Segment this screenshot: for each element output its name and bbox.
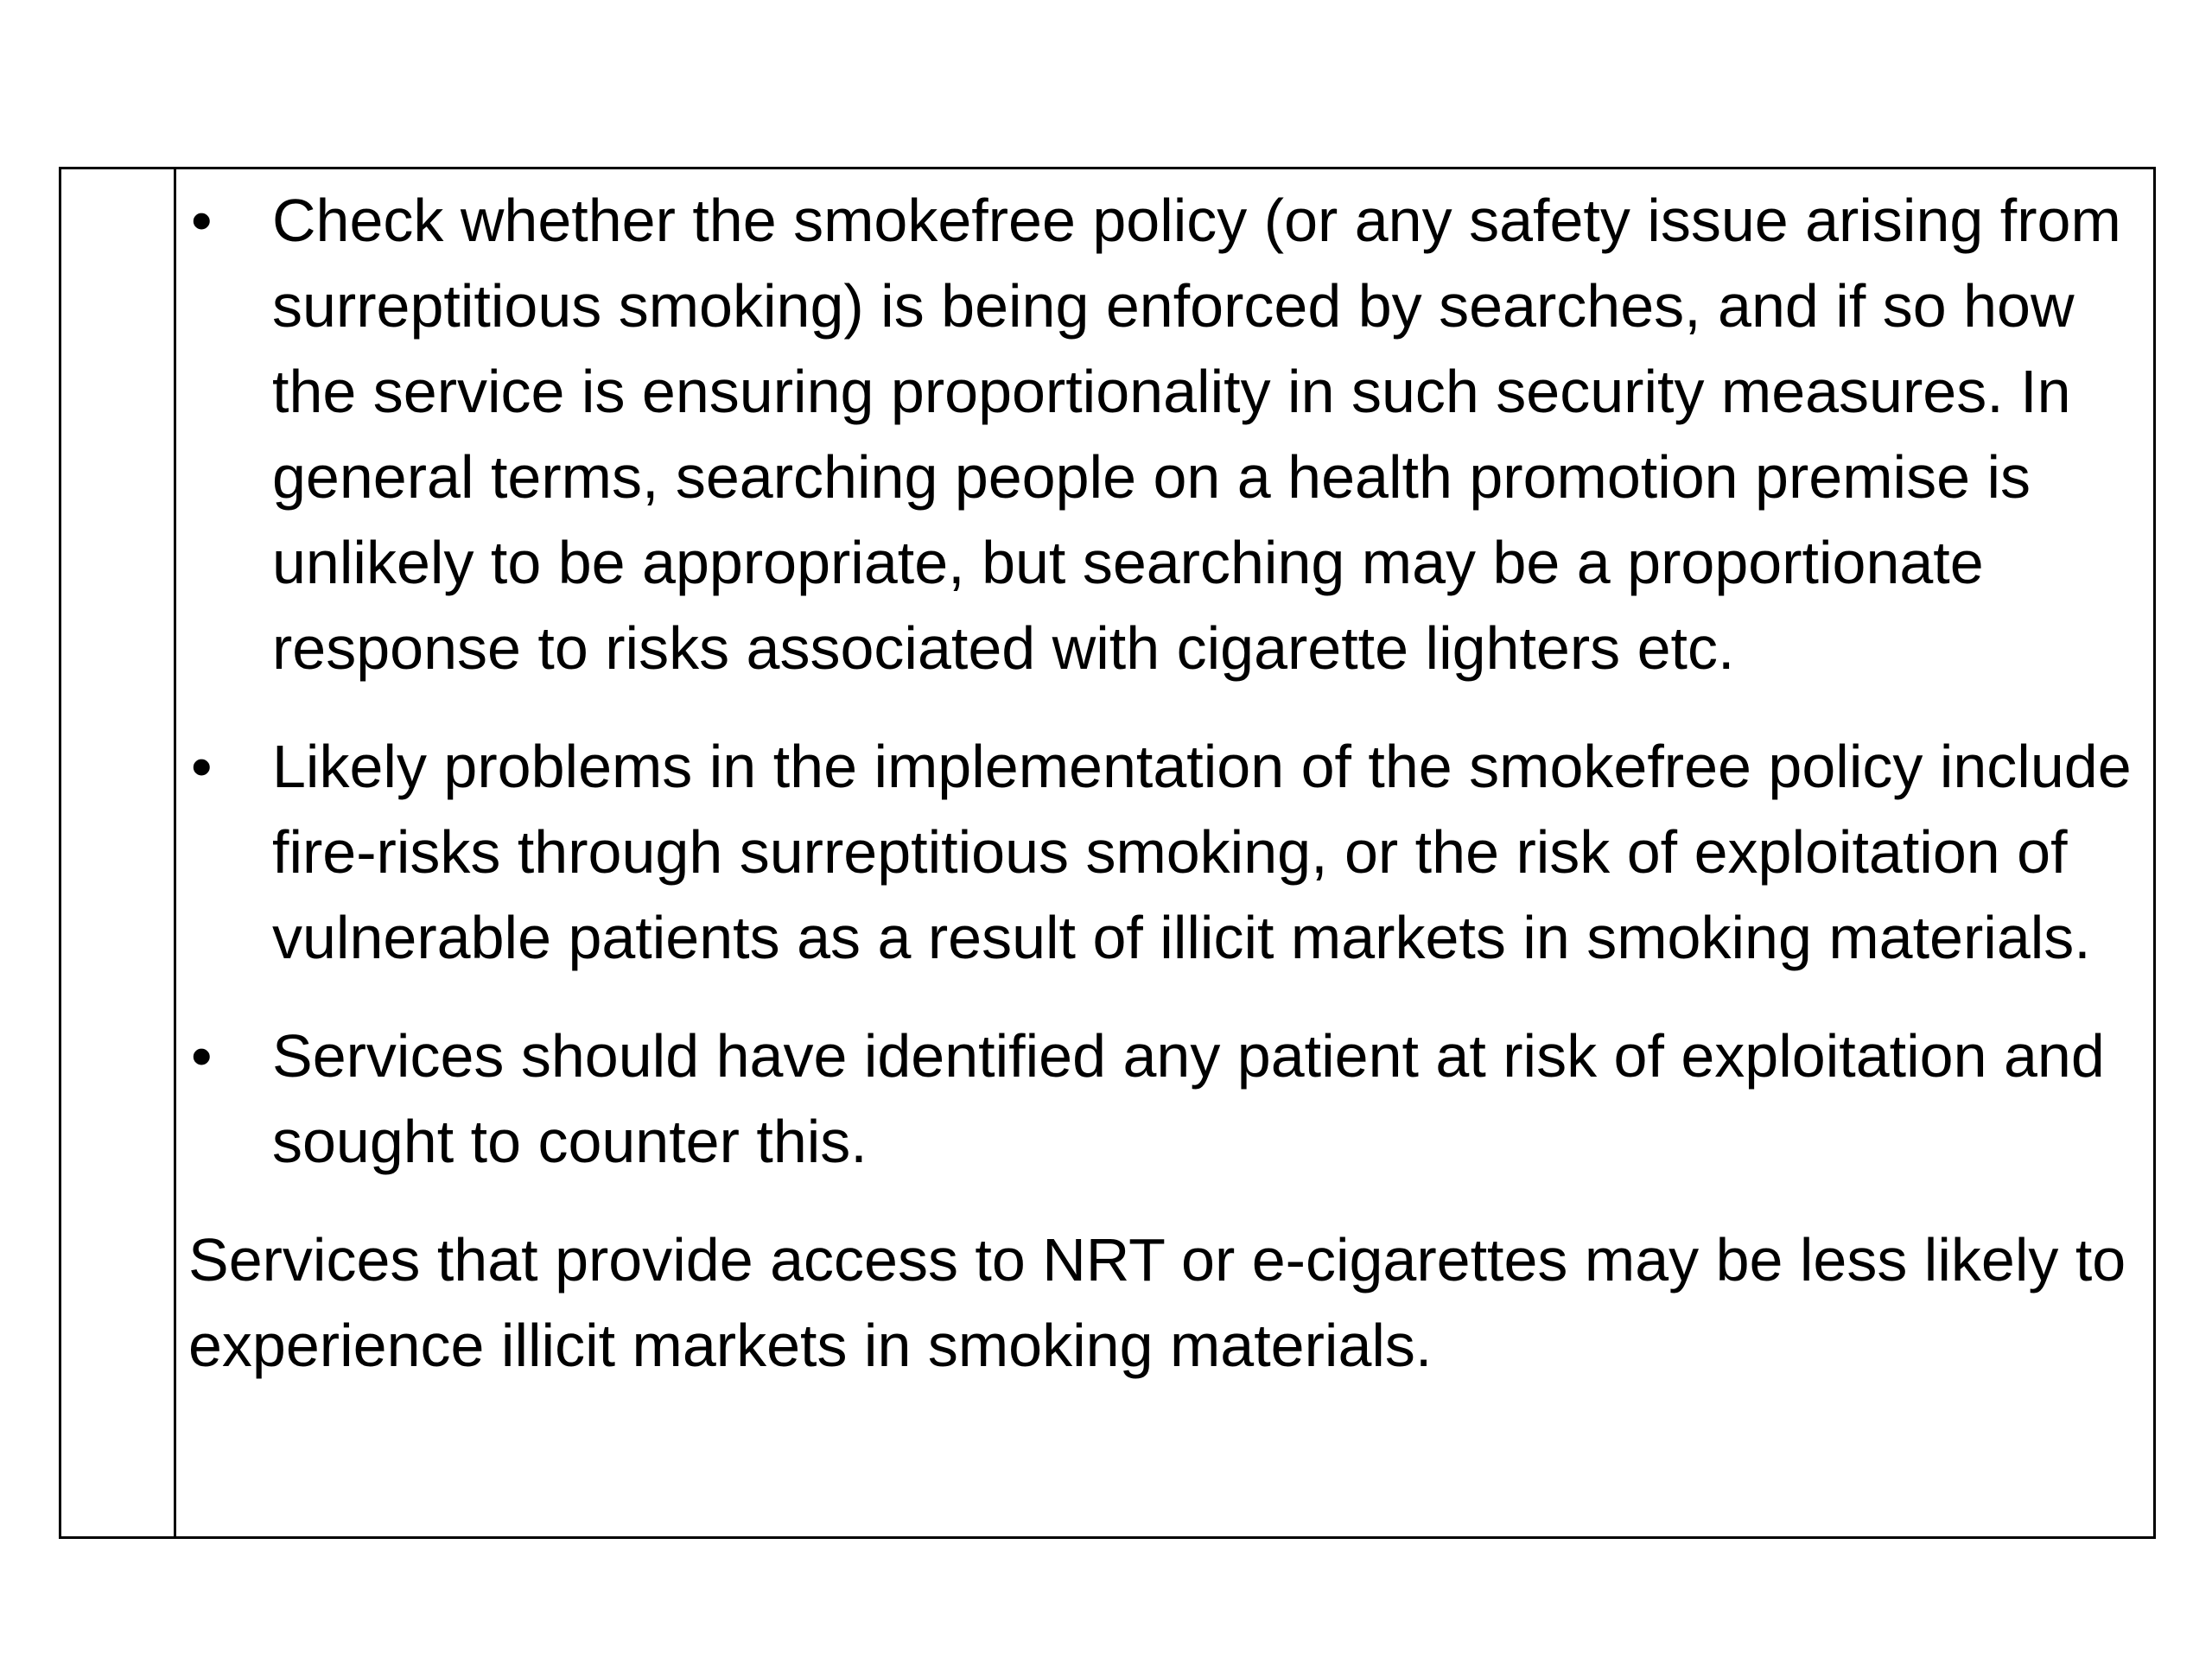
bullet-icon: • [191,187,213,254]
bullet-list [188,178,2136,1185]
bullet-text: Check whether the smokefree policy (or any safety issue arising from surreptitious smoking) is being enforced by searches, and if so how the service is ensuring proportionality in such security measures. In general terms, searching people on a health promotion premise is unlikely to be appropriate, but searching may be a proportionate response to risks associated with cigarette lighters etc. [272,187,2121,682]
bullet-item-problems [188,724,2136,981]
bullet-text: Services should have identified any patient at risk of exploitation and sought to counter this. [272,1022,2105,1175]
empty-left-cell [61,169,176,1536]
bullet-item-searches [188,178,2136,691]
bullet-icon: • [191,733,213,800]
bullet-icon: • [191,1022,213,1090]
bullet-item-exploitation [188,1014,2136,1185]
closing-paragraph: Services that provide access to NRT or e-cigarettes may be less likely to experience illicit markets in smoking materials. [188,1226,2126,1379]
document-table [59,167,2156,1539]
bullet-text: Likely problems in the implementation of the smokefree policy include fire-risks through surreptitious smoking, or the risk of exploitation of vulnerable patients as a result of illicit markets in smoking materials. [272,733,2132,971]
content-cell [176,169,2153,1536]
